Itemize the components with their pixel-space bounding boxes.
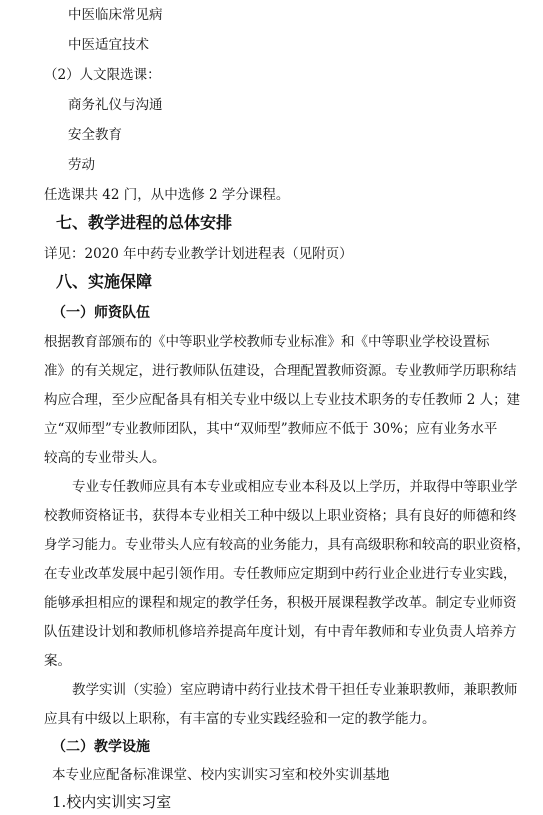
paragraph-line: 较高的专业带头人。: [44, 450, 166, 466]
paragraph-line: 教学实训（实验）室应聘请中药行业技术骨干担任专业兼职教师，兼职教师: [72, 682, 518, 698]
facilities-item-campus-lab: 1.校内实训实习室: [52, 793, 172, 811]
paragraph-line: 能够承担相应的课程和规定的教学任务，积极开展课程教学改革。制定专业师资: [44, 595, 517, 611]
section-7-detail: 详见：2020 年中药专业教学计划进程表（见附页）: [44, 246, 353, 262]
paragraph-line: 队伍建设计划和教师机修培养提高年度计划，有中青年教师和专业负责人培养方: [44, 624, 517, 640]
section-8-heading: 八、实施保障: [56, 272, 153, 291]
course-item-tcm-techniques: 中医适宜技术: [68, 37, 149, 53]
paragraph-line: 专业专任教师应具有本专业或相应专业本科及以上学历，并取得中等职业学: [72, 479, 518, 495]
paragraph-line: 案。: [44, 653, 71, 669]
course-item-labor: 劳动: [68, 157, 95, 173]
paragraph-line: 身学习能力。专业带头人应有较高的业务能力，具有高级职称和较高的职业资格，: [44, 537, 530, 553]
subsection-facilities-heading: （二）教学设施: [52, 739, 150, 755]
paragraph-line: 应具有中级以上职称，有丰富的专业实践经验和一定的教学能力。: [44, 711, 436, 727]
paragraph-line: 根据教育部颁布的《中等职业学校教师专业标准》和《中等职业学校设置标: [44, 334, 490, 350]
paragraph-line: 立“双师型”专业教师团队，其中“双师型”教师应不低于 30%；应有业务水平: [44, 421, 498, 437]
paragraph-line: 校教师资格证书，获得本专业相关工种中级以上职业资格；具有良好的师德和终: [44, 508, 517, 524]
facilities-paragraph: 本专业应配备标准课堂、校内实训实习室和校外实训基地: [52, 767, 390, 783]
elective-summary: 任选课共 42 门，从中选修 2 学分课程。: [44, 187, 290, 203]
subsection-faculty-heading: （一）师资队伍: [52, 305, 150, 321]
course-item-tcm-common-diseases: 中医临床常见病: [68, 7, 163, 23]
course-item-business-etiquette: 商务礼仪与沟通: [68, 97, 163, 113]
paragraph-line: 准》的有关规定，进行教师队伍建设，合理配置教师资源。专业教师学历职称结: [44, 363, 517, 379]
paragraph-line: 构应合理，至少应配备具有相关专业中级以上专业技术职务的专任教师 2 人；建: [44, 392, 521, 408]
humanities-elective-label: （2）人文限选课：: [44, 67, 161, 83]
paragraph-line: 在专业改革发展中起引领作用。专任教师应定期到中药行业企业进行专业实践，: [44, 566, 517, 582]
section-7-heading: 七、教学进程的总体安排: [56, 213, 233, 232]
course-item-safety-education: 安全教育: [68, 127, 122, 143]
